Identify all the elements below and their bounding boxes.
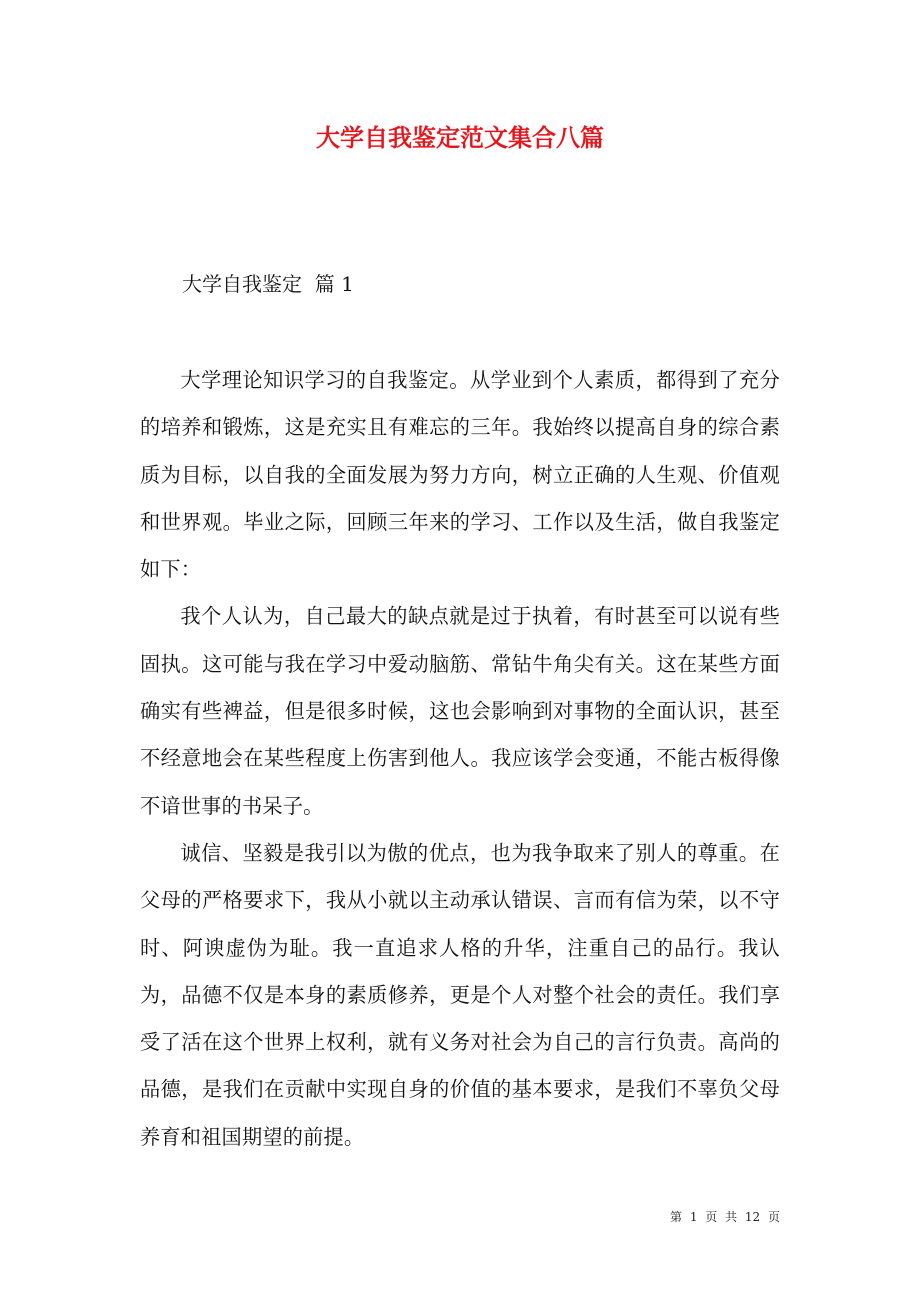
document-body bbox=[140, 357, 780, 1161]
document-title: 大学自我鉴定范文集合八篇 bbox=[316, 123, 604, 152]
page-number-footer: 第 1 页 共 12 页 bbox=[670, 1210, 780, 1224]
section-heading: 大学自我鉴定 篇 1 bbox=[182, 272, 354, 296]
paragraph-3: 诚信、坚毅是我引以为傲的优点，也为我争取来了别人的尊重。在父母的严格要求下，我从小就以主动承认错误、言而有信为荣，以不守时、阿谀虚伪为耻。我一直追求人格的升华，注重自己的品行。我认为，品德不仅是本身的素质修养，更是个人对整个社会的责任。我们享受了活在这个世界上权利，就有义务对社会为自己的言行负责。高尚的品德，是我们在贡献中实现自身的价值的基本要求，是我们不辜负父母养育和祖国期望的前提。 bbox=[140, 840, 780, 1149]
paragraph-2: 我个人认为，自己最大的缺点就是过于执着，有时甚至可以说有些固执。这可能与我在学习中爱动脑筋、常钻牛角尖有关。这在某些方面确实有些裨益，但是很多时候，这也会影响到对事物的全面认识，甚至不经意地会在某些程度上伤害到他人。我应该学会变通，不能古板得像不谙世事的书呆子。 bbox=[140, 604, 780, 818]
paragraph-1: 大学理论知识学习的自我鉴定。从学业到个人素质，都得到了充分的培养和锻炼，这是充实且有难忘的三年。我始终以提高自身的综合素质为目标，以自我的全面发展为努力方向，树立正确的人生观、价值观和世界观。毕业之际，回顾三年来的学习、工作以及生活，做自我鉴定如下： bbox=[140, 368, 780, 582]
